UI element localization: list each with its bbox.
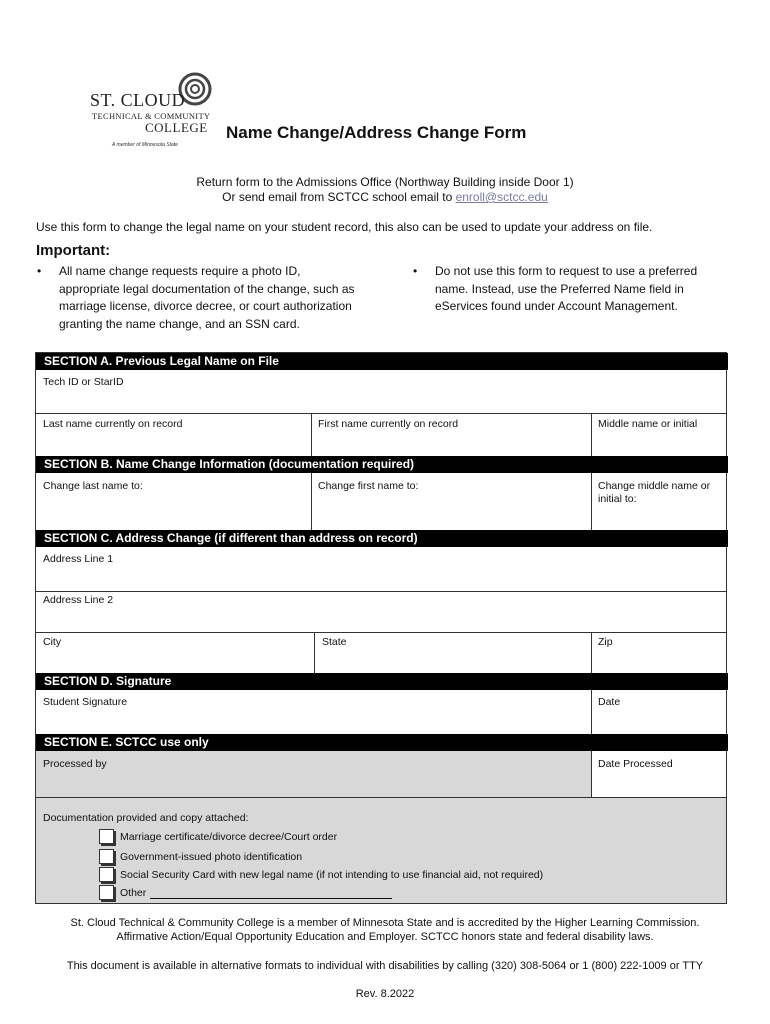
logo-line1: ST. CLOUD — [90, 90, 186, 110]
checkbox-marriage-certificate[interactable] — [99, 829, 114, 844]
logo-line3: COLLEGE — [145, 120, 208, 135]
checkbox-other[interactable] — [99, 885, 114, 900]
form-table — [35, 352, 727, 904]
city-field[interactable]: City — [43, 636, 62, 648]
bullet-item — [37, 263, 359, 333]
zip-field[interactable]: Zip — [598, 636, 613, 648]
footer-accessibility: This document is available in alternative formats to individual with disabilities by calling (320) 308-5064 or 1 (800) 222-1009 or TTY — [66, 960, 704, 972]
checkbox-social-security-card[interactable] — [99, 867, 114, 882]
revision-label: Rev. 8.2022 — [355, 988, 415, 1000]
college-logo — [90, 72, 220, 152]
checkbox-label: Social Security Card with new legal name (if not intending to use financial aid, not required) — [120, 869, 544, 881]
processed-by-field[interactable]: Processed by — [43, 758, 107, 770]
change-middle-name-field[interactable]: Change middle name or initial to: — [598, 480, 711, 505]
bullet-item — [413, 263, 725, 316]
section-d-header: SECTION D. Signature — [36, 673, 728, 690]
signature-date-field[interactable]: Date — [598, 696, 621, 708]
last-name-on-record-field[interactable]: Last name currently on record — [43, 418, 183, 430]
section-b-header: SECTION B. Name Change Information (documentation required) — [36, 456, 728, 473]
first-name-on-record-field[interactable]: First name currently on record — [318, 418, 459, 430]
section-c-header: SECTION C. Address Change (if different than address on record) — [36, 530, 728, 547]
footer-equal-opportunity: Affirmative Action/Equal Opportunity Education and Employer. SCTCC honors state and federal disability laws. — [116, 931, 654, 943]
student-signature-field[interactable]: Student Signature — [43, 696, 128, 708]
bullet-text: All name change requests require a photo ID, appropriate legal documentation of the change, such as marriage license, divorce decree, or court authorization granting the name change, and an SSN card. — [59, 264, 355, 331]
bullet-text: Do not use this form to request to use a preferred name. Instead, use the Preferred Name field in eServices found under Account Management. — [435, 264, 698, 313]
section-e-header: SECTION E. SCTCC use only — [36, 734, 728, 751]
checkbox-label: Other — [120, 887, 147, 899]
checkbox-photo-id[interactable] — [99, 849, 114, 864]
other-input-line[interactable] — [150, 898, 392, 899]
state-field[interactable]: State — [322, 636, 347, 648]
address-line2-field[interactable]: Address Line 2 — [43, 594, 114, 606]
date-processed-field[interactable]: Date Processed — [598, 758, 673, 770]
section-a-header: SECTION A. Previous Legal Name on File — [36, 353, 728, 370]
email-instructions — [0, 190, 770, 204]
email-link[interactable]: enroll@sctcc.edu — [455, 190, 548, 204]
middle-name-on-record-field[interactable]: Middle name or initial — [598, 418, 698, 430]
bullet-dot-icon: • — [413, 264, 418, 278]
change-last-name-field[interactable]: Change last name to: — [43, 480, 143, 492]
return-instructions: Return form to the Admissions Office (Northway Building inside Door 1) — [196, 175, 574, 189]
address-line1-field[interactable]: Address Line 1 — [43, 553, 114, 565]
checkbox-label: Marriage certificate/divorce decree/Court order — [120, 831, 338, 843]
documentation-label: Documentation provided and copy attached: — [43, 812, 249, 824]
email-prefix: Or send email from SCTCC school email to — [222, 190, 456, 204]
bullet-dot-icon: • — [37, 264, 42, 278]
logo-line2: TECHNICAL & COMMUNITY — [92, 111, 211, 121]
footer-accreditation: St. Cloud Technical & Community College is a member of Minnesota State and is accredited by the Higher Learning Commission. — [70, 917, 700, 929]
checkbox-label: Government-issued photo identification — [120, 851, 303, 863]
logo-tagline: A member of Minnesota State — [112, 142, 178, 148]
change-first-name-field[interactable]: Change first name to: — [318, 480, 419, 492]
form-title: Name Change/Address Change Form — [226, 123, 527, 142]
important-heading: Important: — [36, 242, 111, 259]
intro-text: Use this form to change the legal name on your student record, this also can be used to update your address on file. — [36, 220, 653, 234]
tech-id-label[interactable]: Tech ID or StarID — [43, 376, 124, 388]
